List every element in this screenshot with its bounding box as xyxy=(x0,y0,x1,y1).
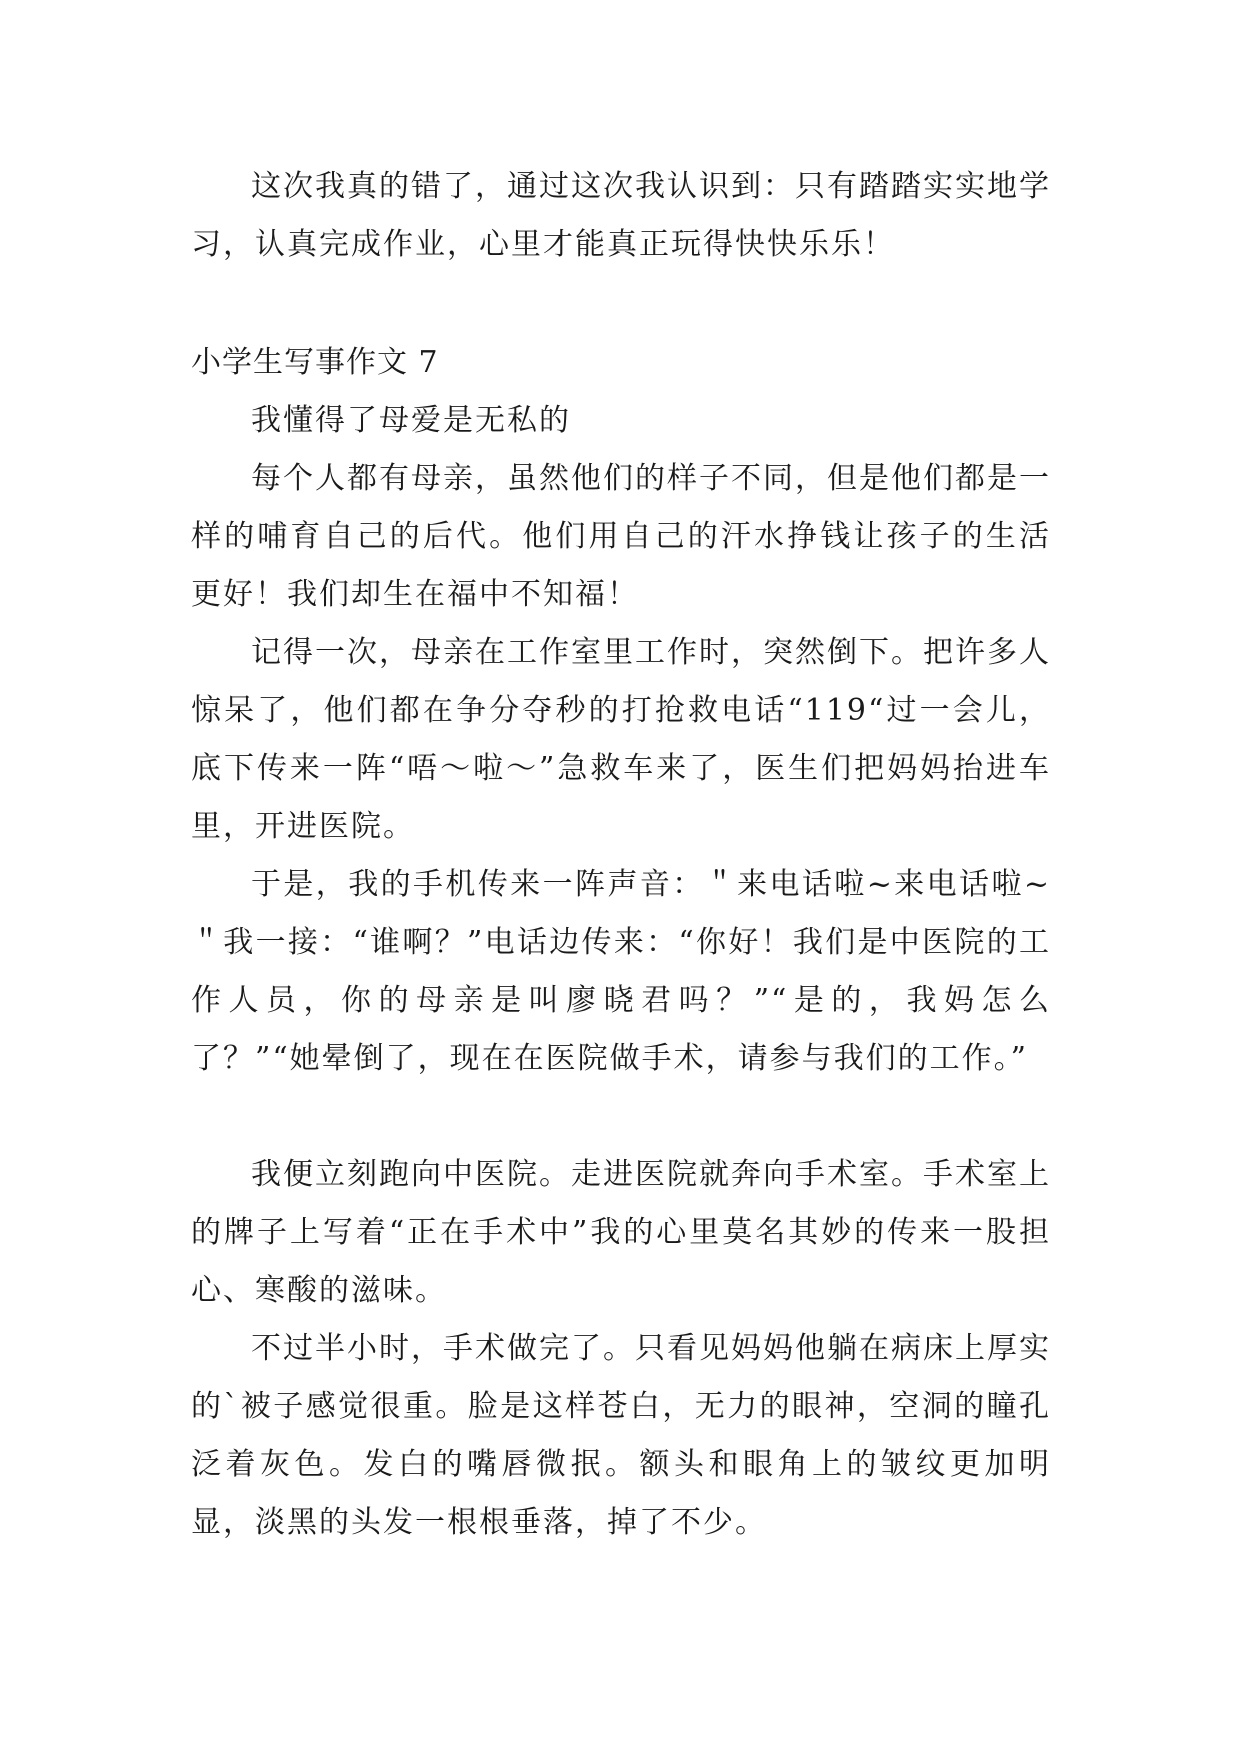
intro-paragraph: 这次我真的错了，通过这次我认识到：只有踏踏实实地学习，认真完成作业，心里才能真正玩得快快乐乐！ xyxy=(191,169,1051,262)
paragraph: 不过半小时，手术做完了。只看见妈妈他躺在病床上厚实的`被子感觉很重。脸是这样苍白，无力的眼神，空洞的瞳孔泛着灰色。发白的嘴唇微抿。额头和眼角上的皱纹更加明显，淡黑的头发一根根垂落，掉了不少。 xyxy=(191,1331,1051,1540)
paragraph: 于是，我的手机传来一阵声音：＂来电话啦~来电话啦~＂我一接：“谁啊？”电话边传来：“你好！我们是中医院的工作人员，你的母亲是叫廖晓君吗？”“是的，我妈怎么了？”“她晕倒了，现在在医院做手术，请参与我们的工作。” xyxy=(191,867,1051,1076)
section-heading: 小学生写事作文 7 xyxy=(191,345,439,380)
paragraph: 记得一次，母亲在工作室里工作时，突然倒下。把许多人惊呆了，他们都在争分夺秒的打抢救电话“119“过一会儿，底下传来一阵“唔～啦～”急救车来了，医生们把妈妈抬进车里，开进医院。 xyxy=(191,635,1051,844)
paragraph: 每个人都有母亲，虽然他们的样子不同，但是他们都是一样的哺育自己的后代。他们用自己的汗水挣钱让孩子的生活更好！我们却生在福中不知福！ xyxy=(191,461,1051,612)
paragraph: 我便立刻跑向中医院。走进医院就奔向手术室。手术室上的牌子上写着“正在手术中”我的心里莫名其妙的传来一股担心、寒酸的滋味。 xyxy=(191,1157,1051,1308)
essay-title: 我懂得了母爱是无私的 xyxy=(251,403,571,438)
